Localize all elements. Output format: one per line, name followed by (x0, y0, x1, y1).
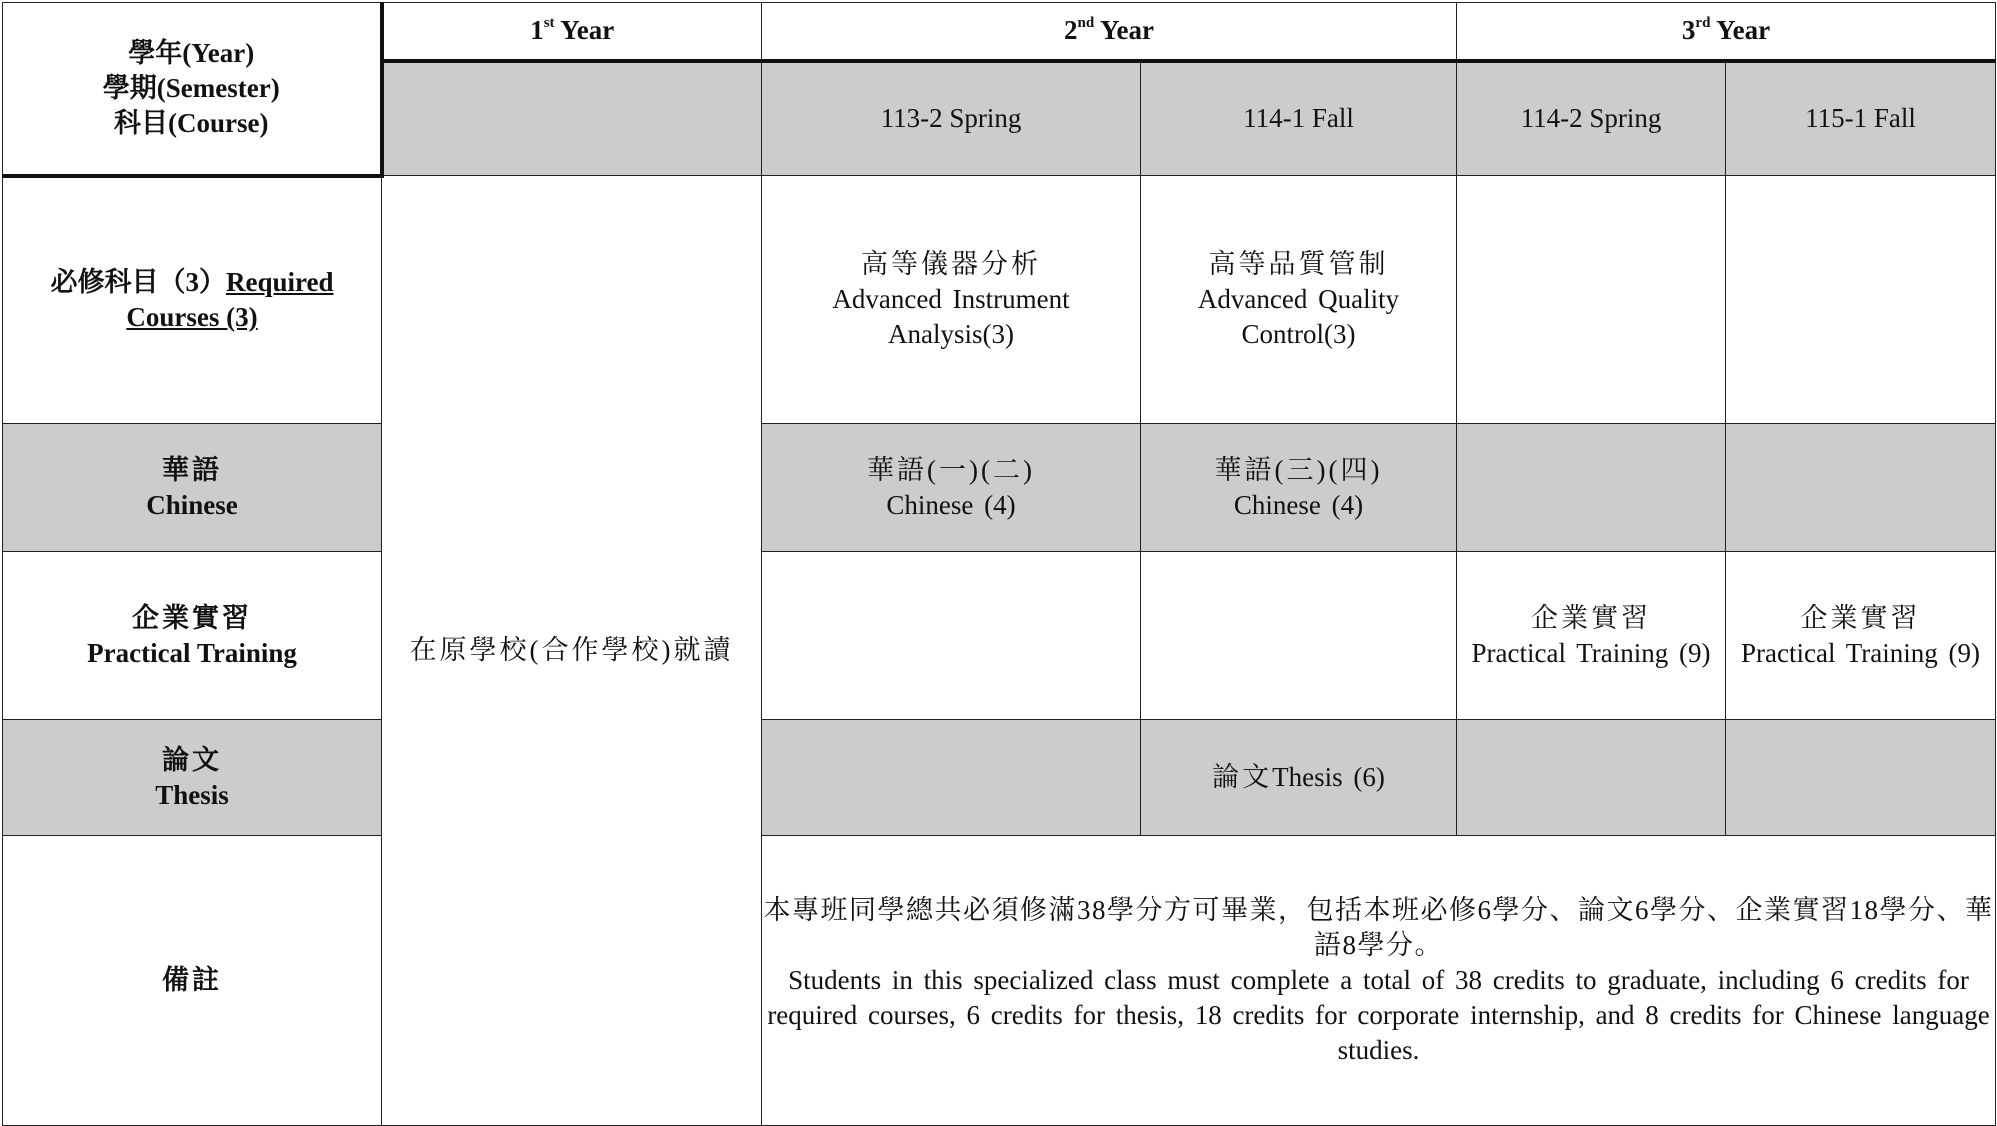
remarks-text-english: Students in this specialized class must complete a total of 38 credits to graduate, including 6 credits for required courses, 6 credits for thesis, 18 credits for corporate internship, and 8 credits for Chinese language studies. (767, 965, 1990, 1065)
required-empty-114-2 (1457, 176, 1726, 424)
practical-training-label: 企業實習 Practical Training (3, 552, 382, 720)
chinese-empty-115-1 (1726, 424, 1996, 552)
year-header-3: 3rd Year (1457, 3, 1996, 61)
chinese-label: 華語 Chinese (3, 424, 382, 552)
thesis-row (3, 720, 1996, 836)
semester-cell-114-1: 114-1 Fall (1141, 61, 1457, 176)
semester-cell-115-1: 115-1 Fall (1726, 61, 1996, 176)
required-empty-115-1 (1726, 176, 1996, 424)
corner-line-semester: 學期(Semester) (102, 72, 280, 103)
semester-cell-113-2: 113-2 Spring (762, 61, 1141, 176)
thesis-label: 論文 Thesis (3, 720, 382, 836)
remarks-text-cell (762, 836, 1996, 1126)
remarks-row (3, 836, 1996, 1126)
year1-home-school-cell (382, 176, 762, 1126)
chinese-empty-114-2 (1457, 424, 1726, 552)
thesis-empty-114-2 (1457, 720, 1726, 836)
year1-home-school-note: 在原學校(合作學校)就讀 (409, 635, 734, 665)
semester-cell-114-2: 114-2 Spring (1457, 61, 1726, 176)
training-empty-114-1 (1141, 552, 1457, 720)
course-advanced-instrument-analysis: 高等儀器分析 Advanced Instrument Analysis(3) (762, 176, 1141, 424)
corner-line-course: 科目(Course) (114, 107, 269, 138)
course-plan-table (2, 2, 1996, 1126)
semester-cell-year1 (382, 61, 762, 176)
chinese-row (3, 424, 1996, 552)
required-courses-row (3, 176, 1996, 424)
course-chinese-1-2: 華語(一)(二) Chinese (4) (762, 424, 1141, 552)
thesis-empty-115-1 (1726, 720, 1996, 836)
corner-header-cell (3, 3, 382, 176)
course-practical-training-115-1: 企業實習 Practical Training (9) (1726, 552, 1996, 720)
thesis-empty-113-2 (762, 720, 1141, 836)
remarks-text-chinese: 本專班同學總共必須修滿38學分方可畢業，包括本班必修6學分、論文6學分、企業實習18學分、華語8學分。 (763, 895, 1994, 960)
year-header-2: 2nd Year (762, 3, 1457, 61)
required-courses-label: 必修科目（3）Required Courses (3) (3, 176, 382, 424)
corner-line-year: 學年(Year) (128, 37, 255, 68)
training-empty-113-2 (762, 552, 1141, 720)
practical-training-row (3, 552, 1996, 720)
course-thesis: 論文Thesis (6) (1141, 720, 1457, 836)
remarks-label: 備註 (3, 836, 382, 1126)
year-header-1: 1st Year (382, 3, 762, 61)
course-chinese-3-4: 華語(三)(四) Chinese (4) (1141, 424, 1457, 552)
header-years-row (3, 3, 1996, 61)
course-practical-training-114-2: 企業實習 Practical Training (9) (1457, 552, 1726, 720)
course-advanced-quality-control: 高等品質管制 Advanced Quality Control(3) (1141, 176, 1457, 424)
